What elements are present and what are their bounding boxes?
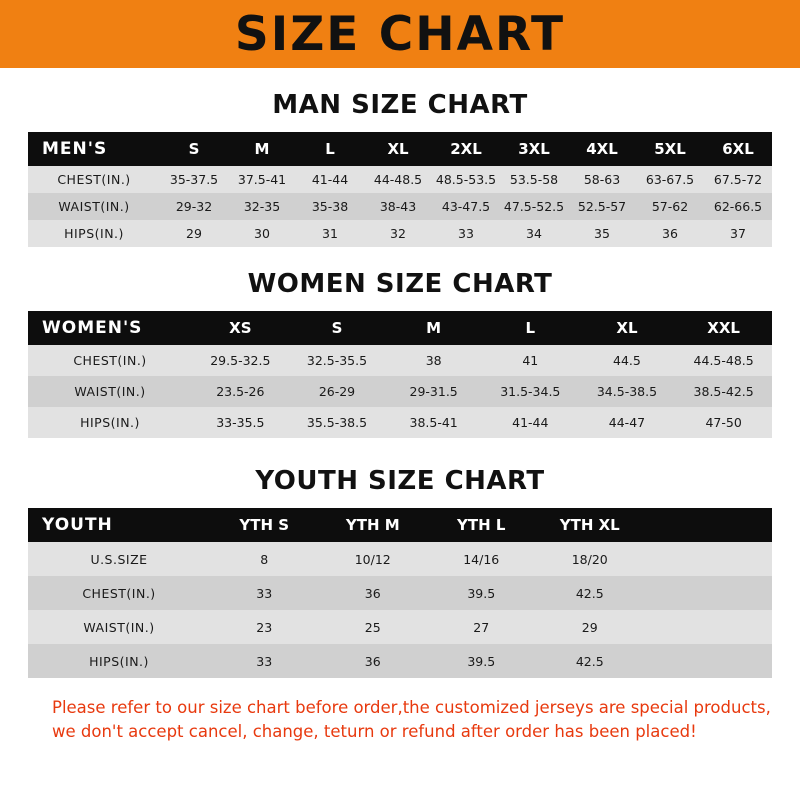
table-row (28, 542, 772, 576)
table-cell: 52.5-57 (577, 199, 627, 214)
women-header-label: WOMEN'S (42, 318, 143, 338)
table-cell: 29 (581, 619, 598, 635)
table-cell: 48.5-53.5 (435, 172, 497, 187)
row-label: CHEST(IN.) (57, 172, 131, 187)
men-size-table (28, 132, 772, 247)
men-table-header (28, 132, 772, 166)
table-cell: 44-48.5 (373, 172, 423, 187)
table-cell: 29-31.5 (409, 384, 458, 399)
youth-header-m: YTH M (345, 516, 400, 534)
row-label: WAIST(IN.) (58, 199, 130, 214)
table-cell: 36 (662, 226, 678, 241)
table-cell: 35-37.5 (169, 172, 219, 187)
table-cell: 30 (254, 226, 270, 241)
table-cell: 39.5 (467, 653, 496, 669)
table-cell: 38.5-42.5 (693, 384, 754, 399)
table-cell: 32-35 (243, 199, 281, 214)
table-cell: 29 (186, 226, 202, 241)
table-row (28, 376, 772, 407)
women-table-header (28, 311, 772, 345)
table-cell: 31 (322, 226, 338, 241)
women-header-xs: XS (229, 319, 252, 337)
table-cell: 62-66.5 (713, 199, 763, 214)
row-label: U.S.SIZE (90, 551, 148, 567)
table-cell: 57-62 (651, 199, 689, 214)
table-header-row (28, 132, 772, 166)
table-cell: 67.5-72 (713, 172, 763, 187)
table-cell: 23 (256, 619, 273, 635)
page-title: SIZE CHART (234, 6, 566, 62)
youth-header-l: YTH L (457, 516, 506, 534)
men-header-xl: XL (387, 140, 409, 158)
note-line-1: Please refer to our size chart before order,the customized jerseys are special products, (52, 698, 771, 717)
note-line-2: we don't accept cancel, change, teturn or refund after order has been placed! (52, 721, 697, 741)
table-cell: 38-43 (379, 199, 417, 214)
table-cell: 39.5 (467, 585, 496, 601)
table-cell: 34.5-38.5 (596, 384, 658, 399)
men-header-2xl: 2XL (450, 140, 482, 158)
table-cell: 31.5-34.5 (500, 384, 561, 399)
table-cell: 47-50 (705, 415, 742, 430)
women-size-table (28, 311, 772, 438)
men-header-l: L (325, 140, 335, 158)
table-cell: 29-32 (175, 199, 213, 214)
table-cell-spacer (644, 610, 772, 644)
table-cell: 38 (425, 353, 442, 368)
table-cell: 35 (594, 226, 610, 241)
table-cell: 33-35.5 (216, 415, 265, 430)
table-cell: 34 (526, 226, 542, 241)
youth-size-table (28, 508, 772, 678)
row-label: CHEST(IN.) (73, 353, 147, 368)
women-section-title: WOMEN SIZE CHART (247, 269, 553, 299)
women-header-xl: XL (616, 319, 638, 337)
table-cell: 37 (730, 226, 746, 241)
table-cell: 44-47 (608, 415, 646, 430)
table-cell: 43-47.5 (441, 199, 491, 214)
youth-header-spacer (644, 508, 772, 542)
table-cell: 47.5-52.5 (503, 199, 565, 214)
table-row (28, 407, 772, 438)
women-table-body (28, 345, 772, 438)
order-policy-note (52, 696, 771, 744)
table-cell: 27 (473, 619, 490, 635)
table-cell: 36 (364, 585, 381, 601)
women-header-s: S (331, 319, 343, 337)
table-cell: 29.5-32.5 (210, 353, 271, 368)
youth-section-title: YOUTH SIZE CHART (255, 466, 545, 496)
table-cell: 42.5 (575, 653, 604, 669)
table-cell-spacer (644, 576, 772, 610)
row-label: CHEST(IN.) (82, 585, 156, 601)
women-header-l: L (525, 319, 536, 337)
table-row (28, 610, 772, 644)
youth-table-body (28, 542, 772, 678)
table-row (28, 644, 772, 678)
table-cell: 63-67.5 (645, 172, 695, 187)
men-header-m: M (254, 140, 270, 158)
men-header-5xl: 5XL (654, 140, 686, 158)
youth-table-header (28, 508, 772, 542)
table-cell: 33 (256, 653, 273, 669)
youth-header-label: YOUTH (42, 515, 113, 535)
table-row (28, 220, 772, 247)
men-header-3xl: 3XL (518, 140, 550, 158)
men-header-s: S (188, 140, 200, 158)
table-header-row (28, 311, 772, 345)
table-row (28, 576, 772, 610)
men-header-label: MEN'S (42, 139, 108, 159)
table-cell: 10/12 (354, 551, 391, 567)
table-cell: 35-38 (311, 199, 349, 214)
women-header-xxl: XXL (707, 319, 740, 337)
table-cell-spacer (644, 644, 772, 678)
row-label: HIPS(IN.) (80, 415, 140, 430)
chart-content (0, 90, 800, 744)
table-cell: 42.5 (575, 585, 604, 601)
table-cell: 8 (260, 551, 269, 567)
table-cell: 32.5-35.5 (306, 353, 368, 368)
table-cell: 58-63 (583, 172, 621, 187)
row-label: HIPS(IN.) (64, 226, 124, 241)
row-label: HIPS(IN.) (89, 653, 149, 669)
table-row (28, 166, 772, 193)
row-label: WAIST(IN.) (74, 384, 146, 399)
table-cell: 25 (364, 619, 381, 635)
table-cell: 35.5-38.5 (306, 415, 368, 430)
women-header-m: M (426, 319, 442, 337)
youth-header-xl: YTH XL (559, 516, 620, 534)
table-cell: 44.5-48.5 (693, 353, 754, 368)
table-row (28, 345, 772, 376)
table-cell: 33 (458, 226, 474, 241)
table-cell: 53.5-58 (509, 172, 559, 187)
row-label: WAIST(IN.) (83, 619, 155, 635)
men-header-6xl: 6XL (722, 140, 754, 158)
table-cell-spacer (644, 542, 772, 576)
table-cell: 38.5-41 (409, 415, 458, 430)
table-cell: 33 (256, 585, 273, 601)
table-header-row (28, 508, 772, 542)
table-cell: 23.5-26 (216, 384, 265, 399)
table-cell: 36 (364, 653, 381, 669)
table-cell: 18/20 (571, 551, 608, 567)
header-banner (0, 0, 800, 68)
men-table-body (28, 166, 772, 247)
table-cell: 32 (390, 226, 406, 241)
table-cell: 41 (522, 353, 539, 368)
men-section-title: MAN SIZE CHART (272, 90, 528, 120)
table-row (28, 193, 772, 220)
table-cell: 41-44 (311, 172, 349, 187)
table-cell: 44.5 (613, 353, 641, 368)
table-cell: 37.5-41 (237, 172, 287, 187)
table-cell: 26-29 (318, 384, 356, 399)
youth-header-s: YTH S (239, 516, 290, 534)
table-cell: 41-44 (512, 415, 549, 430)
table-cell: 14/16 (463, 551, 500, 567)
men-header-4xl: 4XL (586, 140, 618, 158)
